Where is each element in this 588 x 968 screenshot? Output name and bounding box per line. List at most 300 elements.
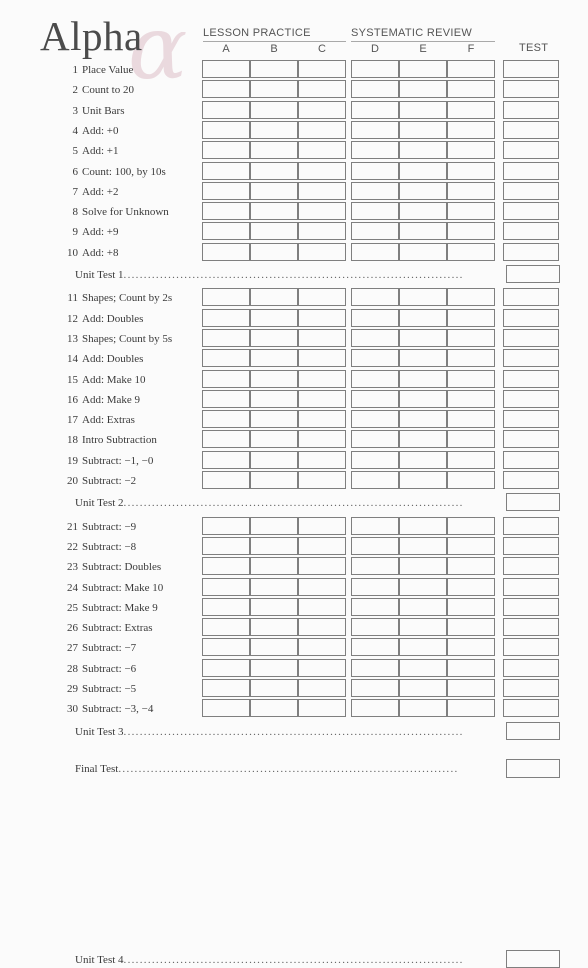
lesson-20-box-b[interactable] (250, 471, 298, 489)
lesson-number: 2 (72, 84, 78, 97)
unit-test-2-box[interactable] (506, 493, 560, 511)
lesson-19-test-box[interactable] (503, 451, 559, 469)
lesson-5-box-f[interactable] (447, 141, 495, 159)
lesson-title: Solve for Unknown (82, 206, 169, 219)
lesson-27-box-b[interactable] (250, 638, 298, 656)
lesson-13-test-box[interactable] (503, 329, 559, 347)
lesson-8-box-b[interactable] (250, 202, 298, 220)
lesson-28-box-d[interactable] (351, 659, 399, 677)
lesson-9-box-c[interactable] (298, 222, 346, 240)
lesson-17-test-box[interactable] (503, 410, 559, 428)
lesson-title: Intro Subtraction (82, 434, 157, 447)
lesson-22-box-a[interactable] (202, 537, 250, 555)
lesson-25-test-box[interactable] (503, 598, 559, 616)
lesson-title: Add: Doubles (82, 353, 144, 366)
lesson-15-box-a[interactable] (202, 370, 250, 388)
lesson-7-box-f[interactable] (447, 182, 495, 200)
lesson-27-box-f[interactable] (447, 638, 495, 656)
lesson-16-box-d[interactable] (351, 390, 399, 408)
lesson-title: Place Value (82, 64, 134, 76)
lesson-10-box-c[interactable] (298, 243, 346, 261)
lesson-number: 16 (67, 393, 78, 406)
lesson-6-box-a[interactable] (202, 162, 250, 180)
lesson-21-box-d[interactable] (351, 517, 399, 535)
column-letter-c: C (318, 43, 326, 55)
lesson-4-box-d[interactable] (351, 121, 399, 139)
lesson-number: 19 (67, 454, 78, 467)
lesson-10-box-e[interactable] (399, 243, 447, 261)
lesson-24-box-b[interactable] (250, 578, 298, 596)
lesson-29-box-e[interactable] (399, 679, 447, 697)
lesson-17-box-e[interactable] (399, 410, 447, 428)
lesson-2-box-d[interactable] (351, 80, 399, 98)
lesson-22-box-e[interactable] (399, 537, 447, 555)
lesson-6-box-f[interactable] (447, 162, 495, 180)
lesson-9-box-a[interactable] (202, 222, 250, 240)
lesson-26-box-d[interactable] (351, 618, 399, 636)
lesson-title: Subtract: Doubles (82, 561, 162, 574)
lesson-9-box-f[interactable] (447, 222, 495, 240)
lesson-24-box-c[interactable] (298, 578, 346, 596)
lesson-10-box-a[interactable] (202, 243, 250, 261)
lesson-28-box-e[interactable] (399, 659, 447, 677)
dot-leader: .................................................................................... (123, 497, 464, 510)
lesson-10-test-box[interactable] (503, 243, 559, 261)
lesson-30-box-d[interactable] (351, 699, 399, 717)
lesson-1-test-box[interactable] (503, 60, 559, 78)
lesson-number: 28 (67, 662, 78, 675)
lesson-3-test-box[interactable] (503, 101, 559, 119)
lesson-11-box-f[interactable] (447, 288, 495, 306)
lesson-17-box-c[interactable] (298, 410, 346, 428)
unit-test-1-box[interactable] (506, 265, 560, 283)
lesson-24-box-a[interactable] (202, 578, 250, 596)
lesson-number: 30 (67, 703, 78, 716)
unit-test-title: Unit Test 4 (75, 953, 124, 966)
lesson-3-box-c[interactable] (298, 101, 346, 119)
lesson-28-box-c[interactable] (298, 659, 346, 677)
lesson-19-box-b[interactable] (250, 451, 298, 469)
unit-test-4-box[interactable] (506, 950, 560, 968)
lesson-7-box-d[interactable] (351, 182, 399, 200)
lesson-24-test-box[interactable] (503, 578, 559, 596)
lesson-18-box-e[interactable] (399, 430, 447, 448)
final-test-box[interactable] (506, 759, 560, 778)
lesson-18-test-box[interactable] (503, 430, 559, 448)
lesson-number: 4 (72, 124, 78, 137)
lesson-14-box-a[interactable] (202, 349, 250, 367)
lesson-23-box-c[interactable] (298, 557, 346, 575)
lesson-7-box-c[interactable] (298, 182, 346, 200)
lesson-28-box-b[interactable] (250, 659, 298, 677)
final-test-label (75, 762, 495, 776)
lesson-title: Subtract: −8 (82, 540, 137, 553)
lesson-29-box-d[interactable] (351, 679, 399, 697)
lesson-14-box-d[interactable] (351, 349, 399, 367)
lesson-15-box-d[interactable] (351, 370, 399, 388)
lesson-22-box-f[interactable] (447, 537, 495, 555)
lesson-12-box-e[interactable] (399, 309, 447, 327)
lesson-26-test-box[interactable] (503, 618, 559, 636)
lesson-27-box-c[interactable] (298, 638, 346, 656)
lesson-title: Unit Bars (82, 104, 125, 117)
lesson-2-box-b[interactable] (250, 80, 298, 98)
lesson-1-box-d[interactable] (351, 60, 399, 78)
lesson-24-box-d[interactable] (351, 578, 399, 596)
final-test-title: Final Test (75, 763, 119, 775)
lesson-28-box-f[interactable] (447, 659, 495, 677)
lesson-number: 20 (67, 475, 78, 487)
lesson-3-box-b[interactable] (250, 101, 298, 119)
lesson-17-box-d[interactable] (351, 410, 399, 428)
lesson-17-box-a[interactable] (202, 410, 250, 428)
lesson-title: Count to 20 (82, 84, 134, 97)
lesson-21-box-b[interactable] (250, 517, 298, 535)
lesson-3-box-a[interactable] (202, 101, 250, 119)
lesson-19-box-c[interactable] (298, 451, 346, 469)
lesson-number: 24 (67, 581, 78, 594)
lesson-9-test-box[interactable] (503, 222, 559, 240)
lesson-label-28 (56, 662, 136, 676)
lesson-12-box-d[interactable] (351, 309, 399, 327)
lesson-3-box-f[interactable] (447, 101, 495, 119)
lesson-8-box-f[interactable] (447, 202, 495, 220)
lesson-6-test-box[interactable] (503, 162, 559, 180)
lesson-11-box-d[interactable] (351, 288, 399, 306)
lesson-8-test-box[interactable] (503, 202, 559, 220)
lesson-1-box-a[interactable] (202, 60, 250, 78)
lesson-4-box-f[interactable] (447, 121, 495, 139)
lesson-20-box-a[interactable] (202, 471, 250, 489)
lesson-7-box-b[interactable] (250, 182, 298, 200)
lesson-11-test-box[interactable] (503, 288, 559, 306)
lesson-27-box-e[interactable] (399, 638, 447, 656)
lesson-29-box-b[interactable] (250, 679, 298, 697)
lesson-title: Add: +9 (82, 226, 119, 239)
dot-leader: .................................................................................... (123, 953, 464, 966)
lesson-9-box-d[interactable] (351, 222, 399, 240)
lesson-30-box-e[interactable] (399, 699, 447, 717)
lesson-4-box-c[interactable] (298, 121, 346, 139)
lesson-25-box-a[interactable] (202, 598, 250, 616)
lesson-10-box-d[interactable] (351, 243, 399, 261)
lesson-29-box-c[interactable] (298, 679, 346, 697)
lesson-17-box-f[interactable] (447, 410, 495, 428)
lesson-2-box-f[interactable] (447, 80, 495, 98)
lesson-title: Subtract: −5 (82, 683, 137, 695)
lesson-19-box-a[interactable] (202, 451, 250, 469)
unit-test-3-box[interactable] (506, 722, 560, 740)
lesson-6-box-e[interactable] (399, 162, 447, 180)
lesson-label-13 (56, 332, 172, 346)
lesson-23-test-box[interactable] (503, 557, 559, 575)
lesson-number: 6 (72, 165, 78, 178)
lesson-29-box-f[interactable] (447, 679, 495, 697)
lesson-number: 14 (67, 353, 78, 366)
lesson-1-box-f[interactable] (447, 60, 495, 78)
column-letter-a: A (222, 43, 230, 55)
lesson-label-5 (56, 144, 118, 158)
lesson-2-box-c[interactable] (298, 80, 346, 98)
lesson-27-test-box[interactable] (503, 638, 559, 656)
lesson-12-box-a[interactable] (202, 309, 250, 327)
lesson-title: Shapes; Count by 2s (82, 292, 173, 305)
lesson-13-box-e[interactable] (399, 329, 447, 347)
lesson-label-15 (56, 373, 146, 387)
lesson-label-6 (56, 165, 166, 179)
lesson-label-21 (56, 520, 136, 534)
lesson-20-box-c[interactable] (298, 471, 346, 489)
lesson-number: 10 (67, 246, 78, 259)
lesson-5-box-a[interactable] (202, 141, 250, 159)
lesson-1-box-b[interactable] (250, 60, 298, 78)
lesson-3-box-e[interactable] (399, 101, 447, 119)
lesson-29-box-a[interactable] (202, 679, 250, 697)
lesson-title: Add: +0 (82, 124, 119, 137)
lesson-20-box-d[interactable] (351, 471, 399, 489)
lesson-12-box-b[interactable] (250, 309, 298, 327)
lesson-2-box-a[interactable] (202, 80, 250, 98)
lesson-19-box-e[interactable] (399, 451, 447, 469)
lesson-25-box-f[interactable] (447, 598, 495, 616)
lesson-4-test-box[interactable] (503, 121, 559, 139)
lesson-22-box-c[interactable] (298, 537, 346, 555)
lesson-15-box-c[interactable] (298, 370, 346, 388)
lesson-label-8 (56, 205, 169, 219)
lesson-18-box-b[interactable] (250, 430, 298, 448)
lesson-6-box-c[interactable] (298, 162, 346, 180)
unit-test-title: Unit Test 3 (75, 725, 124, 738)
dot-leader: .................................................................................... (118, 763, 459, 775)
lesson-2-box-e[interactable] (399, 80, 447, 98)
lesson-19-box-f[interactable] (447, 451, 495, 469)
lesson-number: 22 (67, 540, 78, 553)
lesson-25-box-e[interactable] (399, 598, 447, 616)
lesson-10-box-b[interactable] (250, 243, 298, 261)
lesson-16-box-c[interactable] (298, 390, 346, 408)
lesson-25-box-c[interactable] (298, 598, 346, 616)
lesson-12-box-c[interactable] (298, 309, 346, 327)
lesson-title: Add: +8 (82, 246, 119, 259)
lesson-2-test-box[interactable] (503, 80, 559, 98)
lesson-title: Subtract: −2 (82, 475, 137, 487)
lesson-7-test-box[interactable] (503, 182, 559, 200)
lesson-7-box-a[interactable] (202, 182, 250, 200)
lesson-15-box-f[interactable] (447, 370, 495, 388)
lesson-10-box-f[interactable] (447, 243, 495, 261)
lesson-label-29 (56, 682, 136, 696)
lesson-15-box-b[interactable] (250, 370, 298, 388)
lesson-23-box-d[interactable] (351, 557, 399, 575)
lesson-21-box-f[interactable] (447, 517, 495, 535)
lesson-14-box-b[interactable] (250, 349, 298, 367)
lesson-12-test-box[interactable] (503, 309, 559, 327)
lesson-26-box-a[interactable] (202, 618, 250, 636)
lesson-16-box-f[interactable] (447, 390, 495, 408)
lesson-title: Add: Doubles (82, 312, 144, 325)
lesson-number: 5 (72, 145, 78, 158)
lesson-25-box-b[interactable] (250, 598, 298, 616)
lesson-label-12 (56, 312, 143, 326)
lesson-30-box-b[interactable] (250, 699, 298, 717)
lesson-5-box-e[interactable] (399, 141, 447, 159)
lesson-18-box-f[interactable] (447, 430, 495, 448)
lesson-14-box-f[interactable] (447, 349, 495, 367)
lesson-title: Subtract: Make 10 (82, 581, 164, 594)
dot-leader: .................................................................................... (123, 725, 464, 738)
lesson-27-box-a[interactable] (202, 638, 250, 656)
lesson-5-box-c[interactable] (298, 141, 346, 159)
lesson-6-box-b[interactable] (250, 162, 298, 180)
lesson-number: 27 (67, 642, 78, 655)
lesson-17-box-b[interactable] (250, 410, 298, 428)
lesson-label-7 (56, 185, 118, 199)
lesson-label-27 (56, 641, 136, 655)
alpha-glyph: α (128, 0, 188, 99)
lesson-27-box-d[interactable] (351, 638, 399, 656)
lesson-21-box-a[interactable] (202, 517, 250, 535)
lesson-12-box-f[interactable] (447, 309, 495, 327)
lesson-18-box-a[interactable] (202, 430, 250, 448)
lesson-20-box-e[interactable] (399, 471, 447, 489)
lesson-30-test-box[interactable] (503, 699, 559, 717)
lesson-14-test-box[interactable] (503, 349, 559, 367)
lesson-4-box-b[interactable] (250, 121, 298, 139)
lesson-9-box-b[interactable] (250, 222, 298, 240)
lesson-28-test-box[interactable] (503, 659, 559, 677)
lesson-label-26 (56, 621, 153, 635)
lesson-22-box-b[interactable] (250, 537, 298, 555)
lesson-11-box-e[interactable] (399, 288, 447, 306)
lesson-20-box-f[interactable] (447, 471, 495, 489)
lesson-label-18 (56, 433, 157, 447)
lesson-1-box-c[interactable] (298, 60, 346, 78)
lesson-26-box-b[interactable] (250, 618, 298, 636)
lesson-28-box-a[interactable] (202, 659, 250, 677)
lesson-13-box-f[interactable] (447, 329, 495, 347)
systematic-review-heading: SYSTEMATIC REVIEW (351, 27, 473, 39)
lesson-6-box-d[interactable] (351, 162, 399, 180)
lesson-15-box-e[interactable] (399, 370, 447, 388)
lesson-label-30 (56, 702, 153, 716)
lesson-label-1 (56, 63, 133, 77)
lesson-4-box-a[interactable] (202, 121, 250, 139)
page-title: Alpha (40, 13, 143, 59)
lesson-5-box-d[interactable] (351, 141, 399, 159)
lesson-11-box-a[interactable] (202, 288, 250, 306)
lesson-24-box-f[interactable] (447, 578, 495, 596)
lesson-26-box-c[interactable] (298, 618, 346, 636)
lesson-16-test-box[interactable] (503, 390, 559, 408)
lesson-26-box-e[interactable] (399, 618, 447, 636)
lesson-title: Shapes; Count by 5s (82, 332, 173, 345)
lesson-number: 29 (67, 683, 78, 695)
lesson-title: Add: Make 10 (82, 373, 146, 386)
lesson-13-box-c[interactable] (298, 329, 346, 347)
lesson-13-box-d[interactable] (351, 329, 399, 347)
lesson-number: 11 (67, 292, 78, 305)
lesson-21-test-box[interactable] (503, 517, 559, 535)
lesson-16-box-e[interactable] (399, 390, 447, 408)
lesson-13-box-a[interactable] (202, 329, 250, 347)
lesson-label-2 (56, 83, 134, 97)
lesson-25-box-d[interactable] (351, 598, 399, 616)
lesson-label-17 (56, 413, 135, 427)
lesson-30-box-f[interactable] (447, 699, 495, 717)
lesson-label-16 (56, 393, 140, 407)
lesson-number: 3 (72, 104, 78, 117)
lesson-number: 9 (72, 226, 78, 239)
lesson-9-box-e[interactable] (399, 222, 447, 240)
column-letter-b: B (270, 43, 278, 55)
lesson-23-box-e[interactable] (399, 557, 447, 575)
unit-test-label-4 (75, 953, 495, 967)
lesson-30-box-c[interactable] (298, 699, 346, 717)
lesson-label-22 (56, 540, 136, 554)
lesson-22-test-box[interactable] (503, 537, 559, 555)
lesson-label-25 (56, 601, 158, 615)
lesson-5-box-b[interactable] (250, 141, 298, 159)
lesson-21-box-c[interactable] (298, 517, 346, 535)
lesson-20-test-box[interactable] (503, 471, 559, 489)
unit-test-label-2 (75, 496, 495, 510)
lesson-8-box-a[interactable] (202, 202, 250, 220)
lesson-16-box-a[interactable] (202, 390, 250, 408)
lesson-21-box-e[interactable] (399, 517, 447, 535)
lesson-1-box-e[interactable] (399, 60, 447, 78)
lesson-number: 1 (72, 64, 78, 76)
lesson-18-box-c[interactable] (298, 430, 346, 448)
lesson-30-box-a[interactable] (202, 699, 250, 717)
lesson-4-box-e[interactable] (399, 121, 447, 139)
lesson-18-box-d[interactable] (351, 430, 399, 448)
lesson-14-box-c[interactable] (298, 349, 346, 367)
lesson-23-box-f[interactable] (447, 557, 495, 575)
lesson-29-test-box[interactable] (503, 679, 559, 697)
lesson-24-box-e[interactable] (399, 578, 447, 596)
lesson-19-box-d[interactable] (351, 451, 399, 469)
lesson-23-box-a[interactable] (202, 557, 250, 575)
column-letter-f: F (467, 43, 475, 55)
lesson-number: 21 (67, 520, 78, 533)
systematic-review-rule (351, 41, 495, 42)
lesson-8-box-c[interactable] (298, 202, 346, 220)
lesson-number: 15 (67, 373, 78, 386)
lesson-title: Subtract: −1, −0 (82, 454, 154, 467)
lesson-number: 17 (67, 414, 78, 427)
lesson-8-box-d[interactable] (351, 202, 399, 220)
unit-test-label-3 (75, 725, 495, 739)
lesson-8-box-e[interactable] (399, 202, 447, 220)
lesson-22-box-d[interactable] (351, 537, 399, 555)
test-heading: TEST (519, 42, 549, 54)
lesson-13-box-b[interactable] (250, 329, 298, 347)
lesson-14-box-e[interactable] (399, 349, 447, 367)
lesson-11-box-b[interactable] (250, 288, 298, 306)
lesson-7-box-e[interactable] (399, 182, 447, 200)
lesson-number: 12 (67, 312, 78, 325)
lesson-3-box-d[interactable] (351, 101, 399, 119)
unit-test-label-1 (75, 268, 495, 282)
lesson-5-test-box[interactable] (503, 141, 559, 159)
lesson-number: 23 (67, 561, 78, 574)
lesson-23-box-b[interactable] (250, 557, 298, 575)
lesson-title: Subtract: −7 (82, 642, 137, 655)
lesson-15-test-box[interactable] (503, 370, 559, 388)
lesson-26-box-f[interactable] (447, 618, 495, 636)
lesson-16-box-b[interactable] (250, 390, 298, 408)
lesson-11-box-c[interactable] (298, 288, 346, 306)
